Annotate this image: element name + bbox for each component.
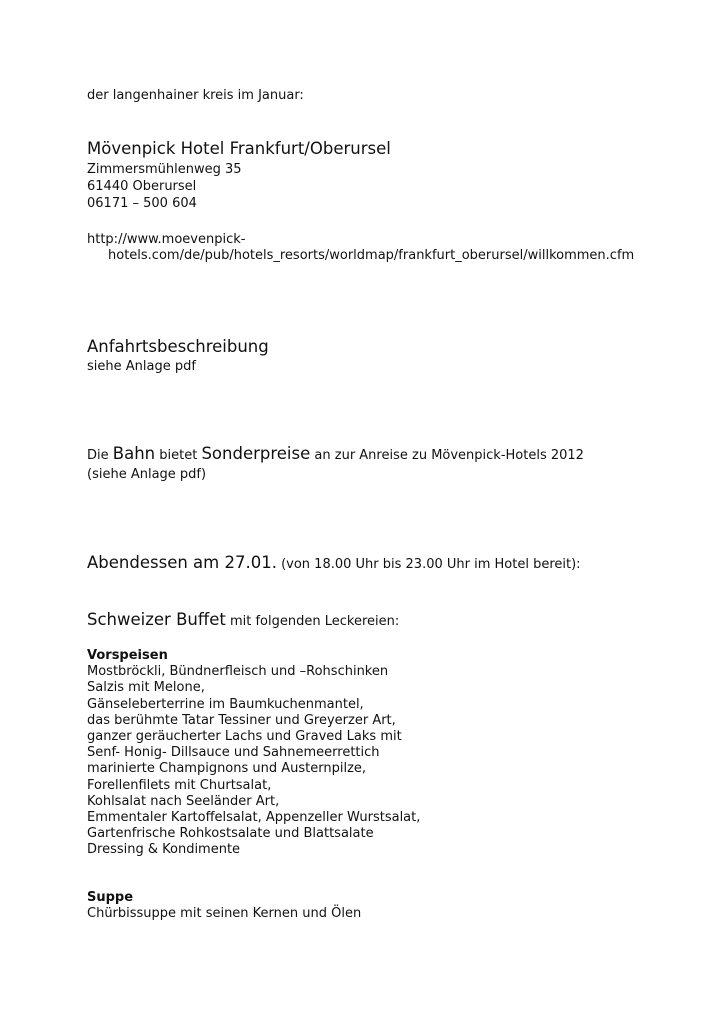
list-item: Senf- Honig- Dillsauce und Sahnemeerrettich <box>87 745 380 761</box>
list-item: marinierte Champignons und Austernpilze, <box>87 761 367 777</box>
train-text-1: Die <box>87 448 113 463</box>
list-item: Forellenfilets mit Churtsalat, <box>87 777 272 793</box>
dinner-line <box>87 555 581 573</box>
vorspeisen-heading: Vorspeisen <box>87 648 168 663</box>
hotel-phone: 06171 – 500 604 <box>87 196 197 211</box>
train-text-2: bietet <box>155 448 202 463</box>
list-item: Chürbissuppe mit seinen Kernen und Ölen <box>87 906 362 922</box>
hotel-url[interactable] <box>87 232 634 264</box>
suppe-heading: Suppe <box>87 890 134 905</box>
train-word-sonderpreise: Sonderpreise <box>201 444 311 463</box>
hotel-street: Zimmersmühlenweg 35 <box>87 162 242 177</box>
train-text-3: an zur Anreise zu Mövenpick-Hotels 2012 <box>310 448 584 463</box>
hotel-url-link[interactable] <box>87 232 634 264</box>
train-offer-line <box>87 446 584 464</box>
hotel-url-line1[interactable]: http://www.moevenpick- <box>87 232 246 247</box>
directions-note: siehe Anlage pdf <box>87 359 196 374</box>
list-item: Dressing & Kondimente <box>87 842 241 858</box>
buffet-heading: Schweizer Buffet <box>87 610 226 629</box>
list-item: Gartenfrische Rohkostsalate und Blattsalate <box>87 826 374 842</box>
hotel-name: Mövenpick Hotel Frankfurt/Oberursel <box>87 139 391 158</box>
hotel-url-line2[interactable]: hotels.com/de/pub/hotels_resorts/worldmap/frankfurt_oberursel/willkommen.cfm <box>108 248 635 264</box>
intro-line: der langenhainer kreis im Januar: <box>87 88 304 103</box>
directions-heading: Anfahrtsbeschreibung <box>87 337 269 356</box>
buffet-detail: mit folgenden Leckereien: <box>225 614 400 629</box>
list-item: ganzer geräucherter Lachs und Graved Laks mit <box>87 729 402 745</box>
list-item: Mostbröckli, Bündnerfleisch und –Rohschinken <box>87 664 389 680</box>
hotel-city: 61440 Oberursel <box>87 179 197 194</box>
list-item: Emmentaler Kartoffelsalat, Appenzeller Wurstsalat, <box>87 810 421 826</box>
train-note: (siehe Anlage pdf) <box>87 467 207 482</box>
list-item: Salzis mit Melone, <box>87 680 205 696</box>
dinner-detail: (von 18.00 Uhr bis 23.00 Uhr im Hotel bereit): <box>276 557 581 572</box>
suppe-section <box>87 890 361 922</box>
vorspeisen-section <box>87 648 420 859</box>
dinner-heading: Abendessen am 27.01. <box>87 553 277 572</box>
list-item: Gänseleberterrine im Baumkuchenmantel, <box>87 696 364 712</box>
list-item: das berühmte Tatar Tessiner und Greyerzer Art, <box>87 712 396 728</box>
buffet-line <box>87 612 399 630</box>
train-word-bahn: Bahn <box>112 444 156 463</box>
list-item: Kohlsalat nach Seeländer Art, <box>87 793 280 809</box>
